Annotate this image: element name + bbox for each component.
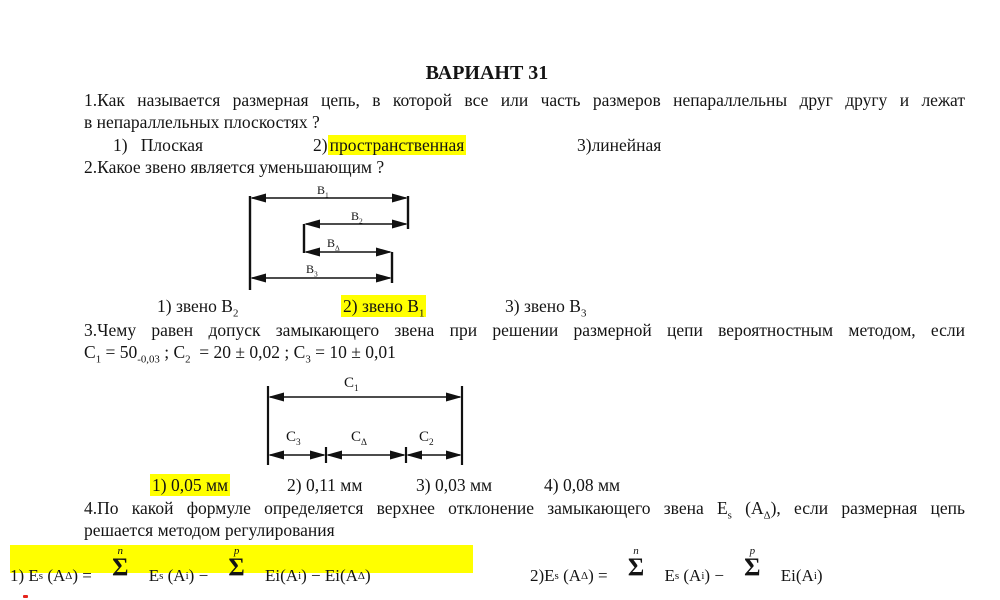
q1-answer-2-prefix: 2) — [313, 135, 328, 155]
formula-strip — [0, 545, 1000, 585]
q1-answer-3: 3)линейная — [577, 135, 662, 155]
question-1-line-1: 1.Как называется размерная цепь, в которой все или часть размеров непараллельны друг другу и лежат — [84, 90, 965, 110]
question-2-text: 2.Какое звено является уменьшающим ? — [84, 157, 385, 177]
question-3-line-1: 3.Чему равен допуск замыкающего звена при решении размерной цепи вероятностным методом, если — [84, 320, 965, 340]
c-delta-label: $С_\Delta$ — [351, 429, 367, 448]
b-delta-arrow — [304, 248, 392, 257]
formula-1: 1) Е s (А Δ ) = n Σ Е s (А i ) − p Σ Еi(А i ) − Еi(А Δ ) — [10, 545, 371, 585]
question-4-line-2: решается методом регулирования — [84, 520, 335, 540]
page-title: ВАРИАНТ 31 — [425, 62, 549, 84]
red-mark — [23, 595, 28, 598]
q1-answer-2-highlight: пространственная — [329, 135, 465, 155]
formula-2-container — [530, 545, 823, 585]
q3-answer-4: 4) 0,08 мм — [544, 475, 621, 495]
b2-label: $В_2$ — [351, 209, 363, 226]
q2-answer-2-highlight: 2) звено $В_1$ — [343, 296, 425, 320]
dimension-chain-c-diagram — [258, 372, 473, 472]
q2-answer-3: 3) звено $В_3$ — [505, 296, 587, 320]
b3-label: $В_3$ — [306, 262, 318, 279]
q3-answer-2: 2) 0,11 мм — [287, 475, 363, 495]
c3-label: $С_3$ — [286, 429, 301, 448]
c2-label: $С_2$ — [419, 429, 434, 448]
b1-label: $В_1$ — [317, 183, 329, 200]
q1-answer-1: 1) Плоская — [113, 135, 204, 155]
question-1-line-2: в непараллельных плоскостях ? — [84, 112, 320, 132]
question-3-values: $С_1 = 50_{-0,03}$ ; $С_2 = 20 \pm 0,02$ ; $С_3 = 10 \pm 0,01$ — [84, 342, 396, 366]
b1-arrow — [250, 194, 408, 203]
c1-arrow — [268, 393, 462, 402]
q2-answer-1: 1) звено $В_2$ — [157, 296, 239, 320]
q3-answer-3: 3) 0,03 мм — [416, 475, 493, 495]
formula-2: 2)Е s (А Δ ) = n Σ Е s (А i ) − p Σ Еi(А i ) — [530, 545, 823, 585]
formula-1-highlight — [10, 545, 473, 585]
c-delta-arrow — [326, 451, 406, 460]
c2-arrow — [406, 451, 462, 460]
q1-answer-2 — [313, 134, 466, 156]
question-4-line-1: 4.По какой формуле определяется верхнее отклонение замыкающего звена $Е_s$ $(А_\Delta)$, если размерная цепь — [84, 498, 965, 522]
q3-answer-1-highlight: 1) 0,05 мм — [152, 475, 229, 495]
c1-label: $С_1$ — [344, 375, 359, 394]
c3-arrow — [268, 451, 326, 460]
b-delta-label: $В_\Delta$ — [327, 236, 340, 253]
b3-arrow — [250, 274, 392, 283]
